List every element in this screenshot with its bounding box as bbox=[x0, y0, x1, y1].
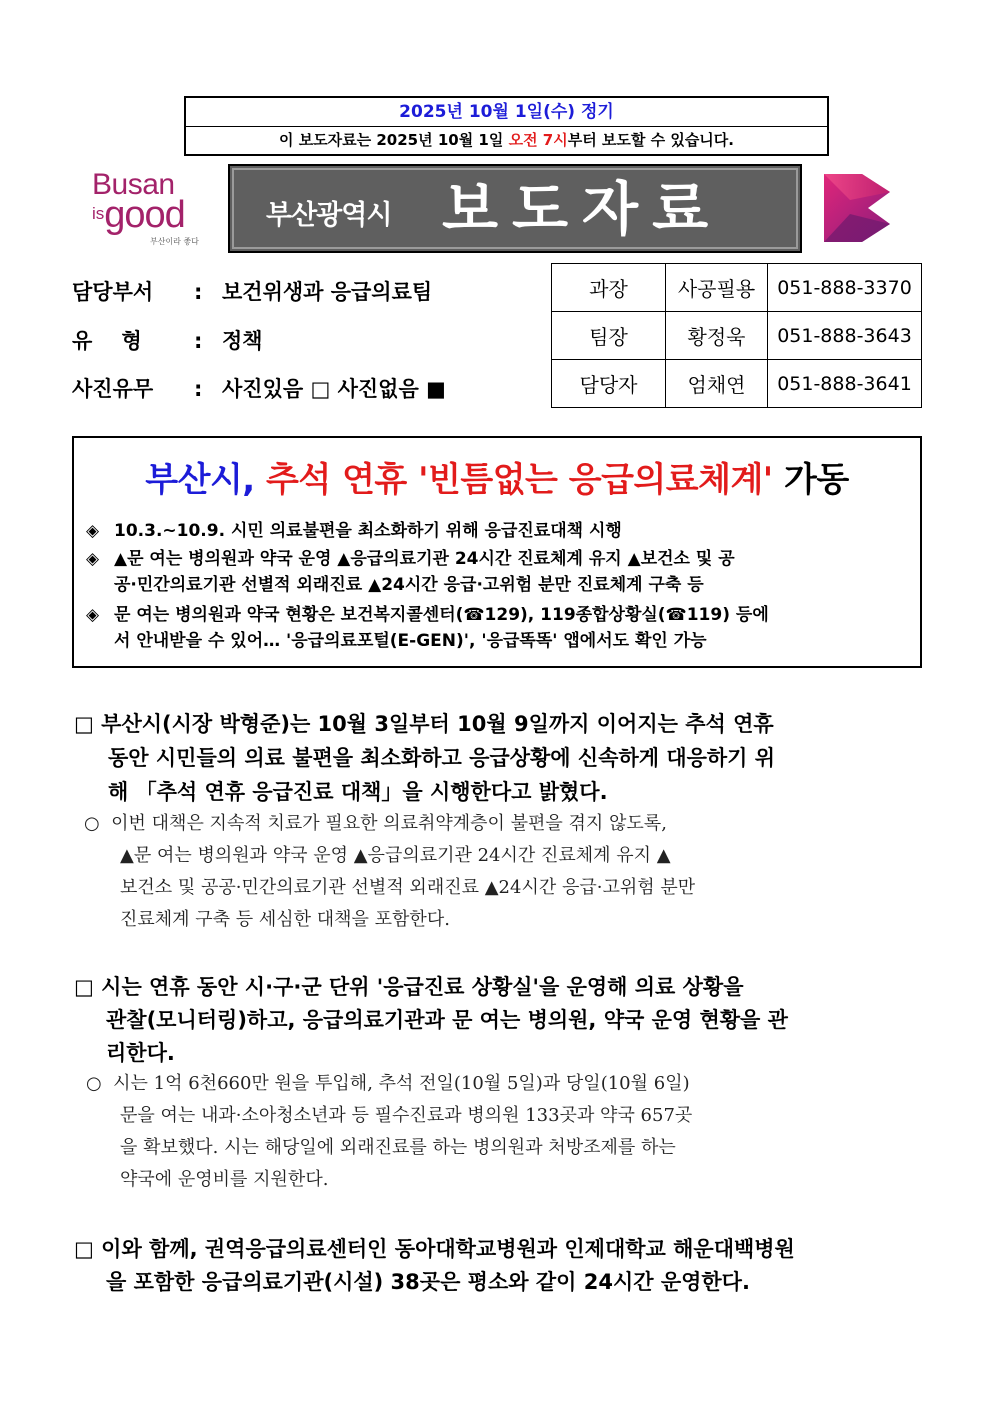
paragraph-2-line: □ 시는 연휴 동안 시·구·군 단위 '응급진료 상황실'을 운영해 의료 상황을 bbox=[74, 975, 744, 999]
info-department: 담당부서 : 보건위생과 응급의료팀 bbox=[72, 280, 433, 304]
busan-is-good-logo bbox=[92, 170, 212, 250]
square-bullet-icon: □ bbox=[74, 1237, 94, 1261]
paragraph-2-line: 리한다. bbox=[106, 1041, 175, 1065]
diamond-bullet-icon: ◈ bbox=[86, 549, 100, 569]
headline: 부산시, 추석 연휴 '빈틈없는 응급의료체계' 가동 bbox=[145, 460, 849, 500]
paragraph-2-line: 관찰(모니터링)하고, 응급의료기관과 문 여는 병의원, 약국 운영 현황을 관 bbox=[106, 1008, 788, 1032]
table-row bbox=[552, 264, 922, 312]
paragraph-2-sub-line: 을 확보했다. 시는 해당일에 외래진료를 하는 병의원과 처방조제를 하는 bbox=[120, 1137, 676, 1158]
paragraph-2-sub-line: 문을 여는 내과·소아청소년과 등 필수진료과 병의원 133곳과 약국 657곳 bbox=[120, 1105, 693, 1126]
summary-bullet: ◈ 10.3.~10.9. 시민 의료불편을 최소화하기 위해 응급진료대책 시행 bbox=[86, 518, 622, 544]
photo-value: 사진있음 □ 사진없음 ■ bbox=[222, 377, 446, 401]
department-value: 보건위생과 응급의료팀 bbox=[222, 280, 433, 304]
summary-bullet-cont: 서 안내받을 수 있어… '응급의료포털(E-GEN)', '응급똑똑' 앱에서도 확인 가능 bbox=[114, 631, 707, 651]
paragraph-1-sub-line: ▲문 여는 병의원과 약국 운영 ▲응급의료기관 24시간 진료체계 유지 ▲ bbox=[120, 845, 671, 866]
paragraph-1-line: □ 부산시(시장 박형준)는 10월 3일부터 10월 9일까지 이어지는 추석 연휴 bbox=[74, 712, 774, 736]
contact-phone: 051-888-3643 bbox=[768, 312, 922, 360]
contact-phone: 051-888-3641 bbox=[768, 360, 922, 408]
type-value: 정책 bbox=[222, 329, 263, 353]
summary-bullet: ◈ ▲문 여는 병의원과 약국 운영 ▲응급의료기관 24시간 진료체계 유지 ▲보건소 및 공 bbox=[86, 546, 735, 572]
table-row bbox=[552, 360, 922, 408]
contact-table bbox=[551, 263, 922, 408]
logo-slogan: 부산이라 좋다 bbox=[150, 237, 199, 246]
contact-role: 과장 bbox=[552, 264, 666, 312]
circle-bullet-icon: ○ bbox=[86, 1073, 102, 1094]
logo-busan-text: Busan bbox=[92, 168, 175, 201]
contact-name: 사공필용 bbox=[666, 264, 768, 312]
paragraph-1-line: 해 「추석 연휴 응급진료 대책」을 시행한다고 밝혔다. bbox=[108, 780, 608, 804]
contact-name: 엄채연 bbox=[666, 360, 768, 408]
info-type: 유 형 : 정책 bbox=[72, 329, 263, 353]
diamond-bullet-icon: ◈ bbox=[86, 605, 100, 625]
banner-title: 보도자료 bbox=[442, 175, 723, 243]
summary-box bbox=[72, 436, 922, 668]
release-date: 2025년 10월 1일(수) 정기 bbox=[186, 98, 827, 127]
paragraph-2-sub-line: ○ 시는 1억 6천660만 원을 투입해, 추석 전일(10월 5일)과 당일(10월 6일) bbox=[86, 1073, 690, 1094]
paragraph-1-sub-line: 보건소 및 공공·민간의료기관 선별적 외래진료 ▲24시간 응급·고위험 분만 bbox=[120, 877, 696, 898]
summary-bullet-cont: 공·민간의료기관 선별적 외래진료 ▲24시간 응급·고위험 분만 진료체계 구축 등 bbox=[114, 575, 704, 595]
square-bullet-icon: □ bbox=[74, 712, 94, 736]
paragraph-2-sub-line: 약국에 운영비를 지원한다. bbox=[120, 1169, 329, 1190]
circle-bullet-icon: ○ bbox=[84, 813, 100, 834]
embargo-prefix: 이 보도자료는 2025년 10월 1일 bbox=[278, 131, 509, 149]
table-row bbox=[552, 312, 922, 360]
contact-phone: 051-888-3370 bbox=[768, 264, 922, 312]
contact-name: 황정욱 bbox=[666, 312, 768, 360]
paragraph-1-sub-line: 진료체계 구축 등 세심한 대책을 포함한다. bbox=[120, 909, 450, 930]
paragraph-3-line: 을 포함한 응급의료기관(시설) 38곳은 평소와 같이 24시간 운영한다. bbox=[106, 1270, 750, 1294]
paragraph-1-sub-line: ○ 이번 대책은 지속적 치료가 필요한 의료취약계층이 불편을 겪지 않도록, bbox=[84, 813, 667, 834]
contact-role: 팀장 bbox=[552, 312, 666, 360]
paragraph-1-line: 동안 시민들의 의료 불편을 최소화하고 응급상황에 신속하게 대응하기 위 bbox=[108, 746, 776, 770]
square-bullet-icon: □ bbox=[74, 975, 94, 999]
release-date-box bbox=[184, 96, 829, 156]
diamond-bullet-icon: ◈ bbox=[86, 521, 100, 541]
paragraph-3-line: □ 이와 함께, 권역응급의료센터인 동아대학교병원과 인제대학교 해운대백병원 bbox=[74, 1237, 795, 1261]
logo-isgood-text: isgood bbox=[92, 194, 185, 236]
embargo-suffix: 부터 보도할 수 있습니다. bbox=[567, 131, 734, 149]
embargo-notice bbox=[186, 127, 827, 155]
busan-emblem-logo bbox=[820, 170, 896, 246]
summary-bullet: ◈ 문 여는 병의원과 약국 현황은 보건복지콜센터(☎129), 119종합상황실(☎119) 등에 bbox=[86, 602, 769, 628]
info-photo: 사진유무 : 사진있음 □ 사진없음 ■ bbox=[72, 377, 446, 401]
press-release-banner bbox=[228, 164, 802, 253]
embargo-time: 오전 7시 bbox=[508, 131, 568, 149]
banner-city-name: 부산광역시 bbox=[266, 200, 392, 231]
contact-role: 담당자 bbox=[552, 360, 666, 408]
